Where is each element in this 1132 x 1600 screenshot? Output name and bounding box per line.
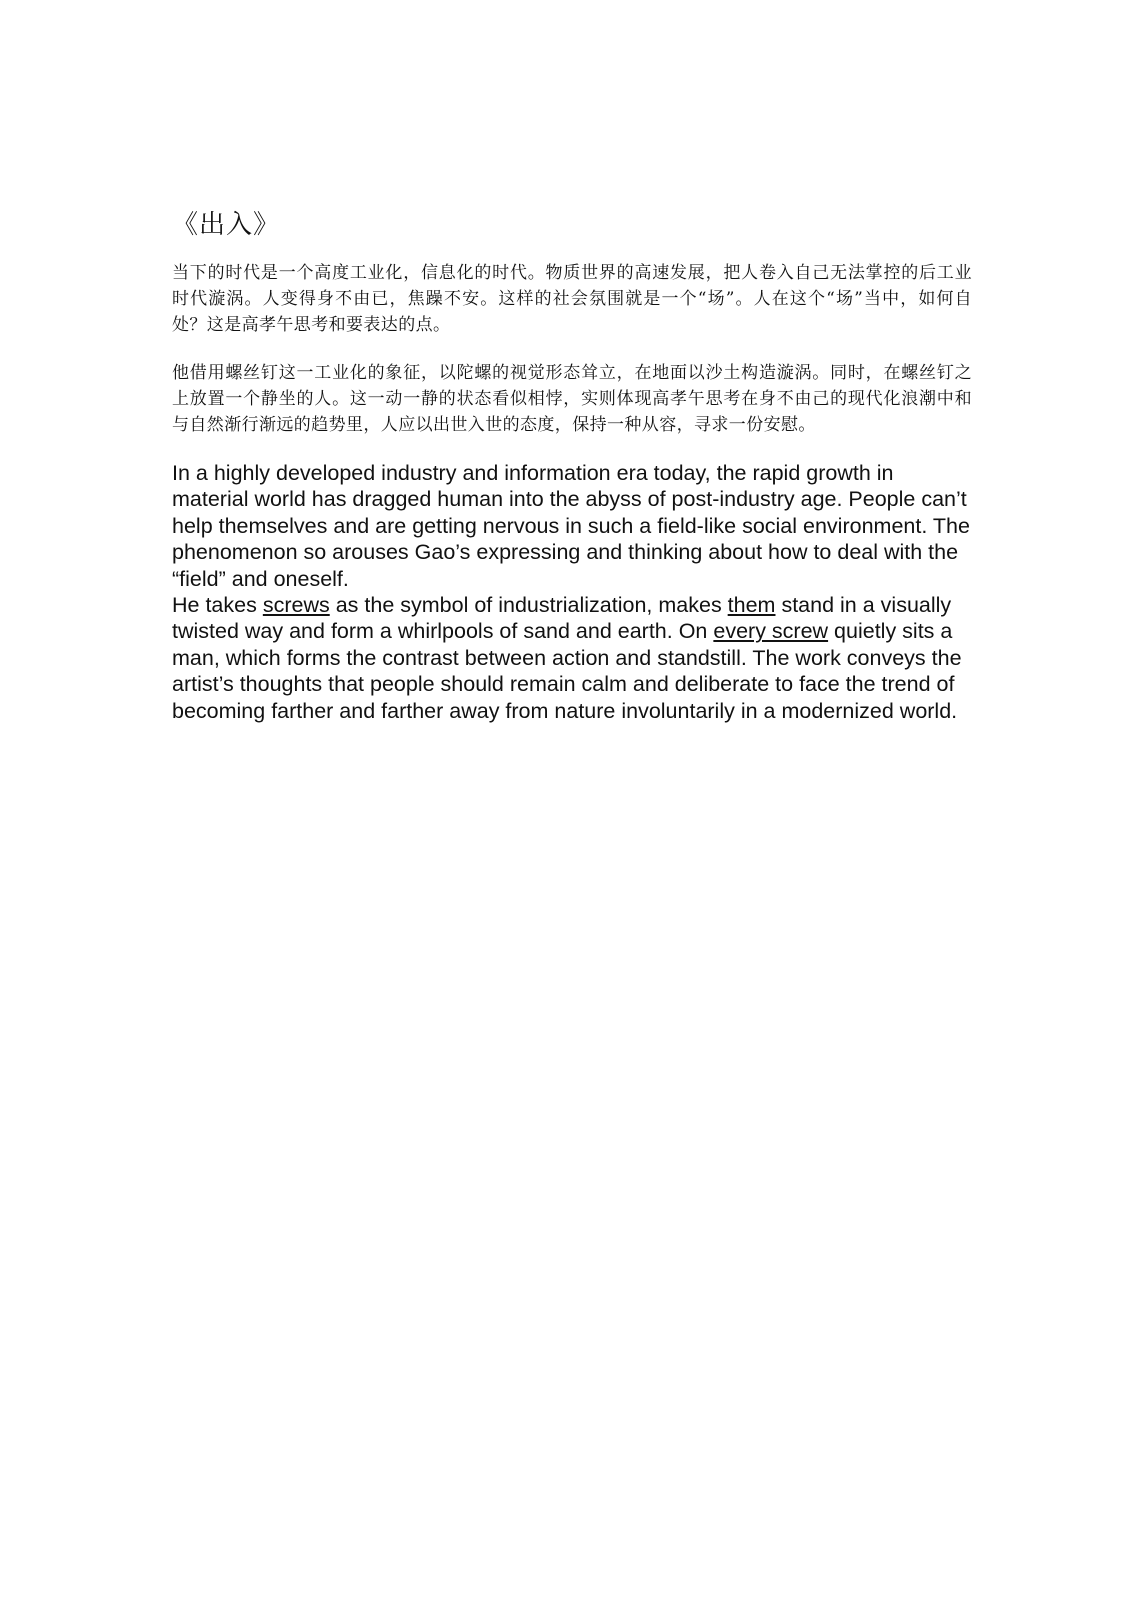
english-paragraph-2-text: quietly sits a man, which forms the contrast between action and standstill. The work conveys the artist’s thoughts that people should remain calm and deliberate to face the trend of becoming farther and farther away from nature involuntarily in a modernized world. [172, 619, 962, 723]
document-title: 《出入》 [172, 210, 281, 240]
underlined-term-screws: screws [262, 593, 330, 618]
document-content [172, 208, 972, 724]
english-paragraph-1: In a highly developed industry and information era today, the rapid growth in material world has dragged human into the abyss of post-industry age. People can’t help themselves and are getting nervous in such a field-like social environment. The phenomenon so arouses Gao’s expressing and thinking about how to deal with the “field” and oneself. [172, 461, 970, 591]
underlined-term-them: them [727, 593, 776, 618]
underlined-term-every-screw: every screw [713, 619, 829, 644]
english-paragraph-2 [172, 592, 972, 724]
chinese-paragraph-1: 当下的时代是一个高度工业化，信息化的时代。物质世界的高速发展，把人卷入自己无法掌控的后工业时代漩涡。人变得身不由已，焦躁不安。这样的社会氛围就是一个“场”。人在这个“场”当中，如何自处？这是高孝午思考和要表达的点。 [172, 263, 972, 335]
english-paragraph-2-text: as the symbol of industrialization, makes [329, 593, 728, 618]
english-text-block [172, 460, 972, 724]
chinese-paragraph-2: 他借用螺丝钉这一工业化的象征，以陀螺的视觉形态耸立，在地面以沙土构造漩涡。同时，在螺丝钉之上放置一个静坐的人。这一动一静的状态看似相悖，实则体现高孝午思考在身不由己的现代化浪潮中和与自然渐行渐远的趋势里，人应以出世入世的态度，保持一种从容，寻求一份安慰。 [172, 363, 972, 435]
english-paragraph-2-text: He takes [172, 593, 263, 618]
english-paragraph-2-text: stand in a visually twisted way and form a whirlpools of sand and earth. On [172, 593, 952, 644]
